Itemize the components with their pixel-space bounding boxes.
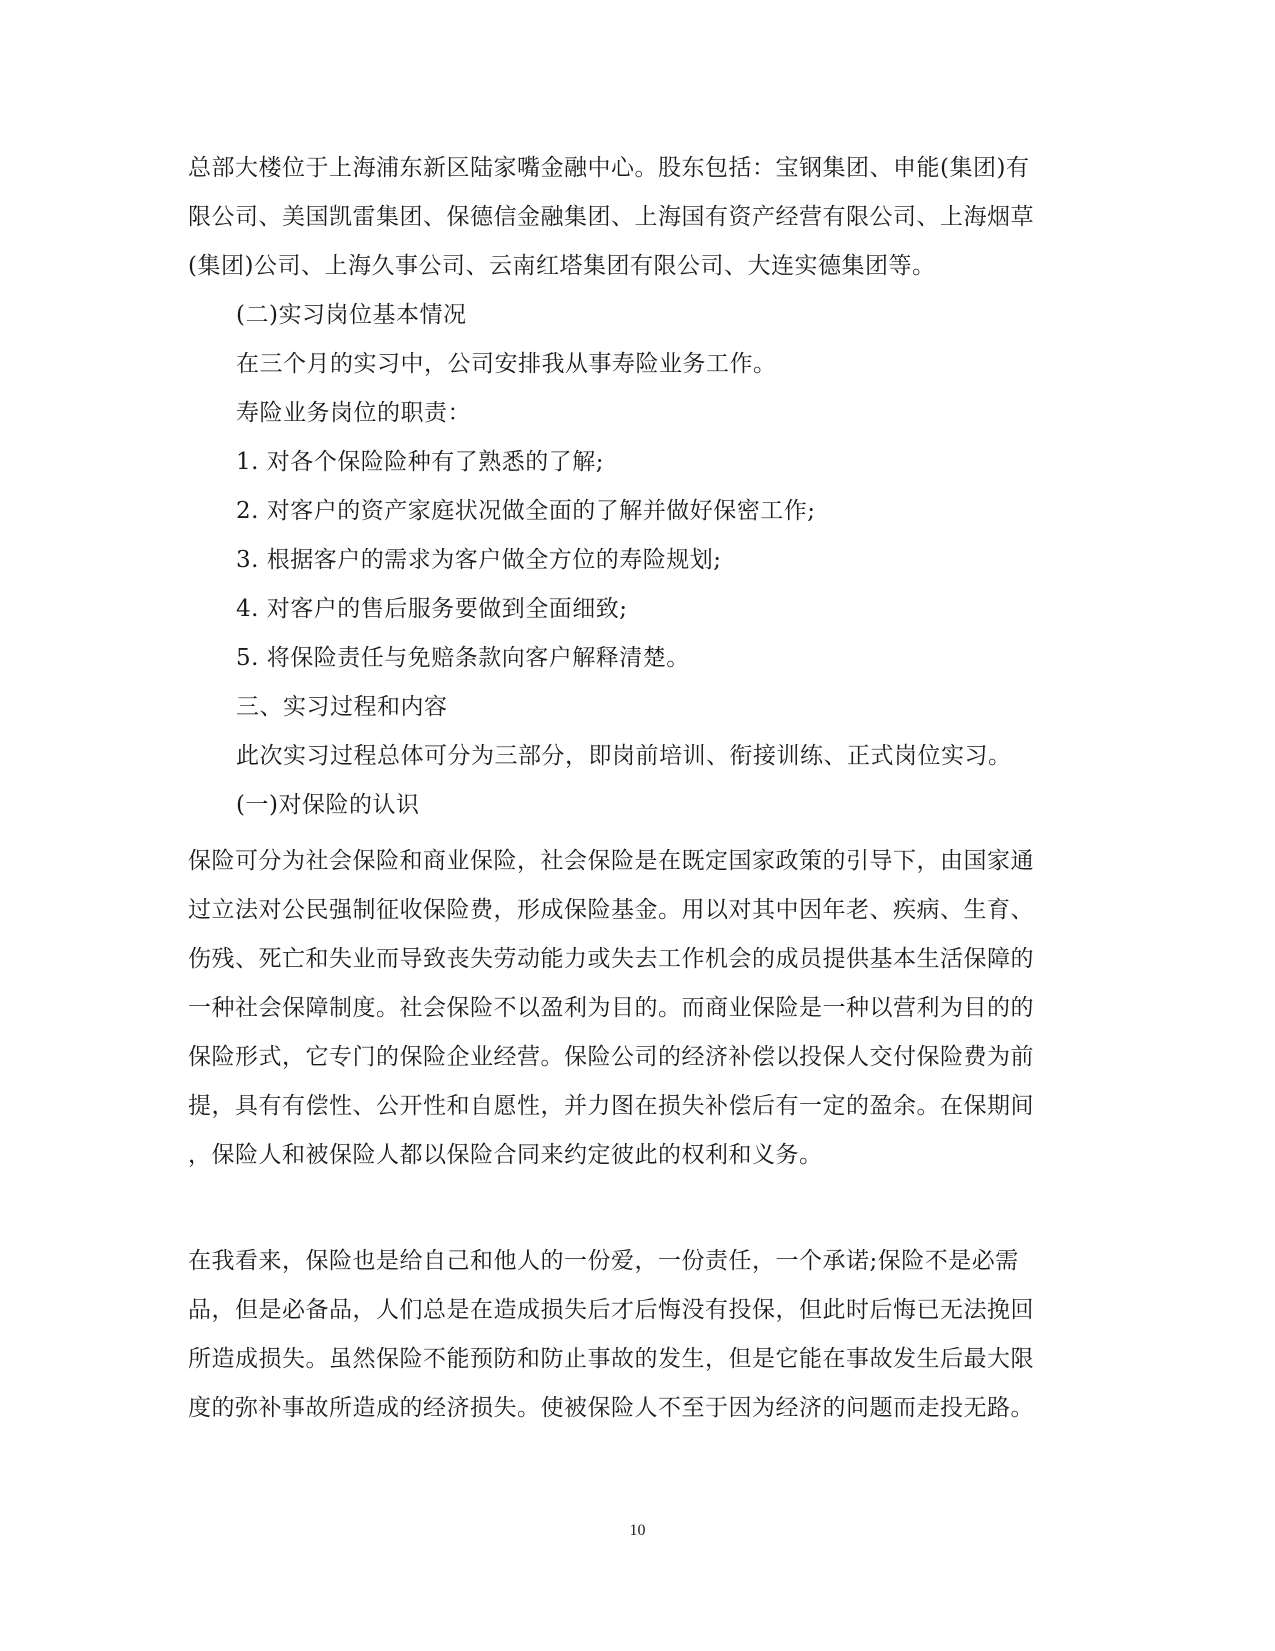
text-line: 保险可分为社会保险和商业保险，社会保险是在既定国家政策的引导下，由国家通: [188, 848, 1034, 874]
text-line: 在三个月的实习中，公司安排我从事寿险业务工作。: [236, 351, 777, 377]
text-line: ，保险人和被保险人都以保险合同来约定彼此的权利和义务。: [188, 1142, 823, 1168]
subheading-internship-position: (二)实习岗位基本情况: [236, 302, 467, 328]
text-line: 所造成损失。虽然保险不能预防和防止事故的发生，但是它能在事故发生后最大限: [188, 1346, 1034, 1372]
text-line: 此次实习过程总体可分为三部分，即岗前培训、衔接训练、正式岗位实习。: [236, 743, 1012, 769]
text-line: 度的弥补事故所造成的经济损失。使被保险人不至于因为经济的问题而走投无路。: [188, 1395, 1034, 1421]
list-item: 2. 对客户的资产家庭状况做全面的了解并做好保密工作;: [236, 498, 816, 524]
list-item: 1. 对各个保险险种有了熟悉的了解;: [236, 449, 605, 475]
paragraph-company-shareholders: [188, 144, 1088, 830]
text-line: 保险形式，它专门的保险企业经营。保险公司的经济补偿以投保人交付保险费为前: [188, 1044, 1034, 1070]
text-line: 总部大楼位于上海浦东新区陆家嘴金融中心。股东包括：宝钢集团、申能(集团)有: [188, 155, 1030, 181]
text-line: 在我看来，保险也是给自己和他人的一份爱，一份责任，一个承诺;保险不是必需: [188, 1248, 1019, 1274]
subheading-understanding-insurance: (一)对保险的认识: [236, 792, 420, 818]
list-item: 4. 对客户的售后服务要做到全面细致;: [236, 596, 628, 622]
page-number: 10: [629, 1522, 646, 1539]
text-line: 提，具有有偿性、公开性和自愿性，并力图在损失补偿后有一定的盈余。在保期间: [188, 1093, 1034, 1119]
paragraph-insurance-types: [188, 837, 1088, 1180]
list-item: 3. 根据客户的需求为客户做全方位的寿险规划;: [236, 547, 722, 573]
subheading-duties: 寿险业务岗位的职责：: [236, 400, 471, 426]
text-line: 限公司、美国凯雷集团、保德信金融集团、上海国有资产经营有限公司、上海烟草: [188, 204, 1034, 230]
text-line: 品，但是必备品，人们总是在造成损失后才后悔没有投保，但此时后悔已无法挽回: [188, 1297, 1034, 1323]
text-line: 伤残、死亡和失业而导致丧失劳动能力或失去工作机会的成员提供基本生活保障的: [188, 946, 1034, 972]
text-line: (集团)公司、上海久事公司、云南红塔集团有限公司、大连实德集团等。: [188, 253, 936, 279]
text-line: 过立法对公民强制征收保险费，形成保险基金。用以对其中因年老、疾病、生育、: [188, 897, 1034, 923]
list-item: 5. 将保险责任与免赔条款向客户解释清楚。: [236, 645, 690, 671]
paragraph-personal-view: [188, 1237, 1088, 1433]
text-line: 一种社会保障制度。社会保险不以盈利为目的。而商业保险是一种以营利为目的的: [188, 995, 1034, 1021]
section-heading-process: 三、实习过程和内容: [236, 694, 448, 720]
